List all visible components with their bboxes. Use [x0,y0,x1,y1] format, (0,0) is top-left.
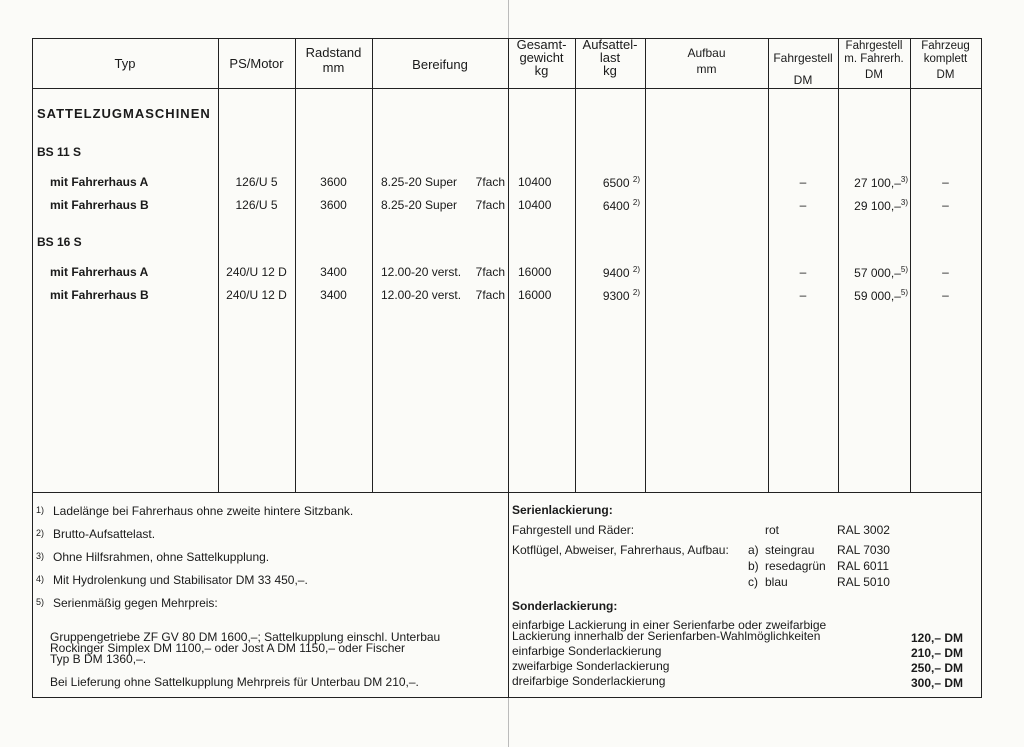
header-line: Gesamt- [516,37,567,52]
left-border [32,38,33,698]
value: 9400 [602,266,630,280]
header-line: Fahrgestell [845,40,903,52]
cell-lagen: 7fach [475,175,505,189]
footnote-line: Gruppengetriebe ZF GV 80 DM 1600,–; Sattelkupplung einschl. Unterbau [50,630,441,644]
sonderlackierung-title: Sonderlackierung: [512,599,618,613]
value: 29 100,– [854,199,901,213]
header-line: DM [793,73,813,87]
footnote-text: Brutto-Aufsattelast. [53,527,156,541]
cell-radstand: 3600 [320,175,347,189]
value: 6400 [602,199,630,213]
header-fahrgestell [768,47,838,91]
footnote-ref: 5) [900,265,908,274]
footnote-line: Rockinger Simplex DM 1100,– oder Jost A DM 1150,– oder Fischer [50,641,406,655]
footnote-ref: 2) [632,198,640,207]
cell-lagen: 7fach [475,198,505,212]
footnote-ref: 2) [632,175,640,184]
footnote-ref: 3) [900,198,908,207]
footnote-text: Serienmäßig gegen Mehrpreis: [53,596,218,610]
cell-radstand: 3400 [320,288,347,302]
cell-aufsattellast [580,175,640,190]
cell-bereifung: 12.00-20 verst. [381,288,462,302]
cell-gesamtgewicht: 16000 [518,265,552,279]
value: 6500 [602,176,630,190]
header-line: komplett [923,53,968,65]
cell-radstand: 3600 [320,198,347,212]
footnote-mark: 1) [36,505,45,515]
sonder-label: dreifarbige Sonderlackierung [512,674,666,688]
serienlackierung-title: Serienlackierung: [512,503,613,517]
footnote-line: Typ B DM 1360,–. [50,652,147,666]
sonder-price: 250,– DM [910,661,963,675]
option-ral: RAL 7030 [837,543,890,557]
col-divider [508,38,509,698]
fahrgestell-ral: RAL 3002 [837,523,890,537]
footnote-5-extra: Bei Lieferung ohne Sattelkupplung Mehrpreis für Unterbau DM 210,–. [50,675,419,689]
cell-ps-motor: 126/U 5 [235,175,278,189]
cell-bereifung: 12.00-20 verst. [381,265,462,279]
cell-fahrgestell-fahrerh [840,288,908,303]
header-line: Aufbau [687,46,726,60]
header-line: mm [322,60,345,75]
footnote-mark: 4) [36,574,45,584]
value: 57 000,– [854,266,901,280]
cell-aufsattellast [580,265,640,280]
footnote-mark: 2) [36,528,45,538]
cell-fahrgestell: – [799,198,807,212]
sonder-price: 300,– DM [910,676,963,690]
cell-typ: mit Fahrerhaus A [50,265,149,279]
header-fahrzeug-komplett [910,40,981,82]
header-line: gewicht [519,50,564,65]
cell-bereifung: 8.25-20 Super [381,198,458,212]
cell-fahrgestell: – [799,288,807,302]
option-mark: a) [748,543,759,557]
option-color: steingrau [765,543,815,557]
footnote-text: Ladelänge bei Fahrerhaus ohne zweite hintere Sitzbank. [53,504,354,518]
sonder-price: 120,– DM [910,631,963,645]
option-ral: RAL 5010 [837,575,890,589]
cell-fahrgestell-fahrerh [840,198,908,213]
sonder-label: zweifarbige Sonderlackierung [512,659,670,673]
header-line: Radstand [305,45,362,60]
cell-fahrgestell-fahrerh [840,265,908,280]
cell-aufsattellast [580,288,640,303]
header-radstand [295,45,372,75]
footnote-ref: 5) [900,288,908,297]
table-bottom-border [32,492,982,493]
header-line: mm [696,62,717,76]
col-divider [838,38,839,493]
footnote-ref: 2) [632,288,640,297]
cell-ps-motor: 126/U 5 [235,198,278,212]
cell-ps-motor: 240/U 12 D [226,288,287,302]
header-line: Fahrzeug [921,40,970,52]
header-aufbau [645,45,768,77]
cell-radstand: 3400 [320,265,347,279]
header-ps-motor: PS/Motor [229,56,284,71]
page-bottom-border [32,697,982,698]
table-top-border [32,38,982,39]
cell-fahrgestell: – [799,265,807,279]
sonder-label: einfarbige Lackierung in einer Serienfarbe oder zweifarbige [512,618,827,632]
header-gesamtgewicht [508,38,575,77]
header-typ: Typ [114,56,136,71]
cell-lagen: 7fach [475,288,505,302]
col-divider [575,38,576,493]
model-heading: BS 11 S [37,145,82,159]
cell-fahrzeug-komplett: – [942,265,949,279]
footnote-mark: 5) [36,597,45,607]
model-heading: BS 16 S [37,235,82,249]
sonder-label: Lackierung innerhalb der Serienfarben-Wahlmöglichkeiten [512,629,821,643]
header-line: m. Fahrerh. [844,53,904,65]
header-line: kg [603,63,617,78]
col-divider [645,38,646,493]
footnote-5-detail [50,632,440,665]
value: 9300 [602,289,630,303]
cell-fahrgestell: – [799,175,807,189]
option-ral: RAL 6011 [837,559,890,573]
footnote-text: Mit Hydrolenkung und Stabilisator DM 33 450,–. [53,573,308,587]
cell-fahrgestell-fahrerh [840,175,908,190]
header-bereifung: Bereifung [412,57,468,72]
cell-fahrzeug-komplett: – [942,288,949,302]
value: 59 000,– [854,289,901,303]
cell-lagen: 7fach [475,265,505,279]
value: 27 100,– [854,176,901,190]
header-line: last [599,50,621,65]
section-title: SATTELZUGMASCHINEN [37,106,211,121]
sonder-label: einfarbige Sonderlackierung [512,644,662,658]
cell-gesamtgewicht: 10400 [518,198,552,212]
cell-fahrzeug-komplett: – [942,198,949,212]
cell-fahrzeug-komplett: – [942,175,949,189]
header-aufsattellast [575,38,645,77]
col-divider [372,38,373,493]
footnote-ref: 3) [900,175,908,184]
header-divider [32,88,982,89]
cell-typ: mit Fahrerhaus B [50,288,149,302]
header-line: DM [865,69,883,81]
footnote-mark: 3) [36,551,45,561]
cell-aufsattellast [580,198,640,213]
fahrgestell-label: Fahrgestell und Räder: [512,523,635,537]
cell-bereifung: 8.25-20 Super [381,175,458,189]
cell-gesamtgewicht: 16000 [518,288,552,302]
header-line: kg [534,63,549,78]
footnote-text: Ohne Hilfsrahmen, ohne Sattelkupplung. [53,550,270,564]
header-line: Aufsattel- [582,37,638,52]
right-border [981,38,982,698]
header-fahrgestell-fahrerh [838,40,910,82]
cell-ps-motor: 240/U 12 D [226,265,287,279]
option-color: resedagrün [765,559,826,573]
sonder-price: 210,– DM [910,646,963,660]
header-line: Fahrgestell [773,51,833,65]
cell-gesamtgewicht: 10400 [518,175,552,189]
header-line: DM [936,69,955,81]
option-color: blau [765,575,788,589]
option-mark: c) [748,575,758,589]
aufbau-label: Kotflügel, Abweiser, Fahrerhaus, Aufbau: [512,543,729,557]
option-mark: b) [748,559,759,573]
cell-typ: mit Fahrerhaus A [50,175,149,189]
cell-typ: mit Fahrerhaus B [50,198,149,212]
fahrgestell-color: rot [765,523,780,537]
footnote-ref: 2) [632,265,640,274]
